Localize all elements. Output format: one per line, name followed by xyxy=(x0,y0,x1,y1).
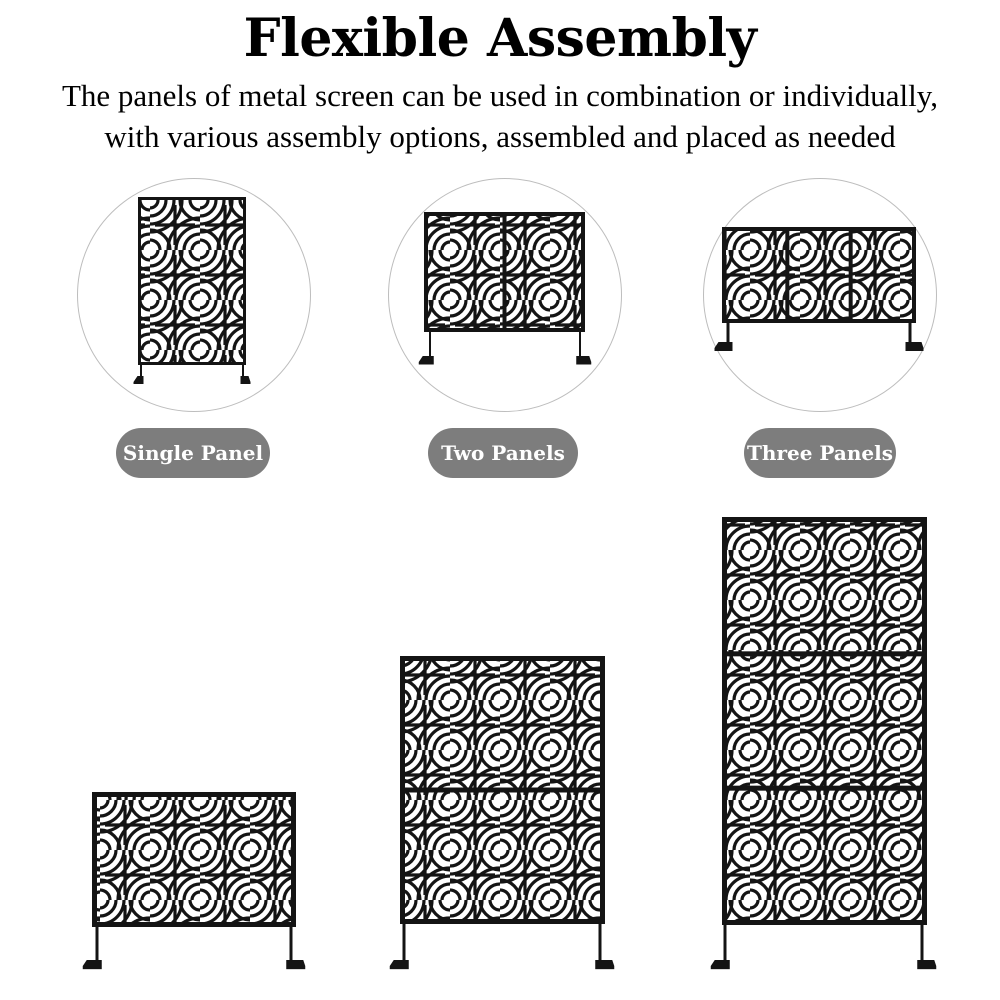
option-label-single: Single Panel xyxy=(116,428,270,478)
medium-screen-post xyxy=(599,924,602,966)
tall-screen-foot xyxy=(711,960,730,966)
two-panel-preview-foot xyxy=(419,356,434,362)
tall-screen-pattern-section xyxy=(727,791,922,920)
three-panel-preview-foot-base xyxy=(906,348,924,351)
option-label-two: Two Panels xyxy=(428,428,578,478)
short-screen-pattern-section xyxy=(97,797,291,922)
single-panel-preview-foot-base xyxy=(134,382,144,384)
three-panel-preview-foot-base xyxy=(715,348,733,351)
medium-screen-foot-base xyxy=(595,966,614,969)
three-panel-preview-pattern-section xyxy=(789,231,848,319)
two-panel-preview-foot xyxy=(576,356,591,362)
page-title: Flexible Assembly xyxy=(243,8,757,69)
three-panel-preview-foot xyxy=(906,342,924,348)
medium-screen-foot xyxy=(390,960,409,966)
tall-screen-post xyxy=(921,925,924,966)
two-panel-preview-pattern-section xyxy=(428,216,503,328)
two-panel-preview-foot-base xyxy=(576,362,591,365)
subtitle-line-2: with various assembly options, assembled and placed as needed xyxy=(104,119,896,154)
short-screen-foot-base xyxy=(286,966,305,969)
medium-screen-foot-base xyxy=(390,966,409,969)
medium-screen-pattern-section xyxy=(405,793,600,920)
short-screen-foot-base xyxy=(83,966,102,969)
subtitle-line-1: The panels of metal screen can be used in combination or individually, xyxy=(61,78,939,113)
single-panel-preview-pattern-section xyxy=(141,200,243,362)
two-panel-preview-pattern-section xyxy=(507,216,582,328)
option-label-three: Three Panels xyxy=(744,428,896,478)
single-panel-preview-foot xyxy=(134,376,144,382)
medium-screen-pattern-section xyxy=(405,661,600,788)
medium-screen-post xyxy=(403,924,406,966)
short-screen-foot xyxy=(286,960,305,966)
short-screen-foot xyxy=(83,960,102,966)
three-panel-preview-pattern-section xyxy=(853,231,912,319)
tall-screen-pattern-section xyxy=(727,656,922,785)
tall-screen-foot-base xyxy=(711,966,730,969)
tall-screen-pattern-section xyxy=(727,522,922,651)
single-panel-preview-foot xyxy=(241,376,251,382)
two-panel-preview-foot-base xyxy=(419,362,434,365)
three-panel-preview-foot xyxy=(715,342,733,348)
tall-screen-foot-base xyxy=(917,966,936,969)
medium-screen-foot xyxy=(595,960,614,966)
tall-screen-foot xyxy=(917,960,936,966)
single-panel-preview-foot-base xyxy=(241,382,251,384)
tall-screen-post xyxy=(724,925,727,966)
three-panel-preview-pattern-section xyxy=(726,231,785,319)
